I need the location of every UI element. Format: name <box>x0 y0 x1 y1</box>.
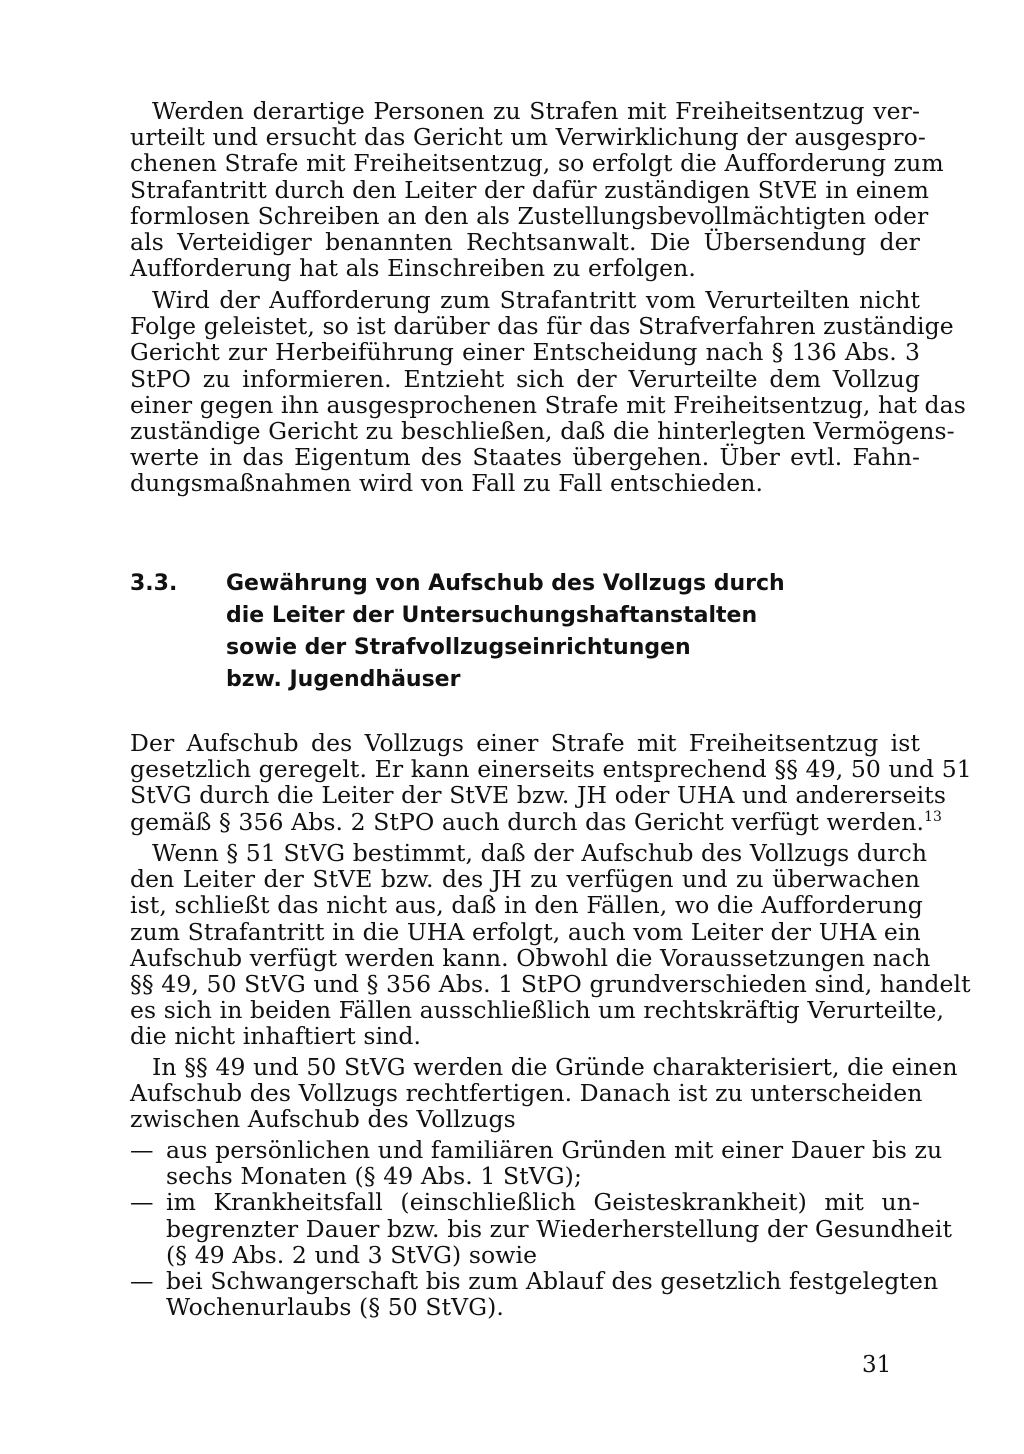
list-item <box>130 1136 943 1191</box>
text-line: StPO zu informieren. Entzieht sich der Verurteilte dem Vollzug <box>130 364 920 393</box>
text-line: (§ 49 Abs. 2 und 3 StVG) sowie <box>166 1240 538 1269</box>
list-item <box>130 1267 939 1322</box>
text-line: chenen Strafe mit Freiheitsentzug, so erfolgt die Aufforderung zum <box>130 149 944 178</box>
section-title-line: die Leiter der Untersuchungshaftanstalten <box>226 603 758 628</box>
text-line: formlosen Schreiben an den als Zustellungsbevollmächtigten oder <box>130 201 929 230</box>
text-line: Der Aufschub des Vollzugs einer Strafe mit Freiheitsentzug ist <box>130 729 920 757</box>
text-line: einer gegen ihn ausgesprochenen Strafe mit Freiheitsentzug, hat das <box>130 390 966 419</box>
text-line: es sich in beiden Fällen ausschließlich um rechtskräftig Verurteilte, <box>130 996 945 1025</box>
text-line: als Verteidiger benannten Rechtsanwalt. Die Übersendung der <box>130 228 920 257</box>
dash-list <box>130 1136 953 1322</box>
text-line: zuständige Gericht zu beschließen, daß die hinterlegten Vermögens- <box>130 417 955 446</box>
text-line: aus persönlichen und familiären Gründen mit einer Dauer bis zu <box>166 1136 943 1164</box>
text-line: §§ 49, 50 StVG und § 356 Abs. 1 StPO grundverschieden sind, handelt <box>130 970 971 999</box>
text-line: im Krankheitsfall (einschließlich Geisteskrankheit) mit un- <box>166 1188 920 1217</box>
text-line: sechs Monaten (§ 49 Abs. 1 StVG); <box>166 1162 582 1191</box>
text-line: bei Schwangerschaft bis zum Ablauf des gesetzlich festgelegten <box>166 1267 939 1296</box>
section-title-line: Gewährung von Aufschub des Vollzugs durch <box>226 571 785 596</box>
footnote-ref[interactable]: 13 <box>924 808 943 825</box>
text-line: Aufforderung hat als Einschreiben zu erfolgen. <box>130 254 696 283</box>
text-line: zum Strafantritt in die UHA erfolgt, auch vom Leiter der UHA ein <box>130 917 921 946</box>
text-line: die nicht inhaftiert sind. <box>130 1022 422 1051</box>
text-line: Gericht zur Herbeiführung einer Entscheidung nach § 136 Abs. 3 <box>130 338 920 367</box>
text-line-content: gemäß § 356 Abs. 2 StPO auch durch das Gericht verfügt werden. <box>130 807 925 836</box>
text-line: den Leiter der StVE bzw. des JH zu verfügen und zu überwachen <box>130 865 920 894</box>
dash-bullet: — <box>130 1136 154 1164</box>
text-line: werte in das Eigentum des Staates übergehen. Über evtl. Fahn- <box>130 443 920 472</box>
paragraph-5 <box>130 1053 958 1134</box>
text-line: Folge geleistet, so ist darüber das für das Strafverfahren zuständige <box>130 312 954 341</box>
text-line: Werden derartige Personen zu Strafen mit Freiheitsentzug ver- <box>152 97 920 125</box>
text-line: Aufschub verfügt werden kann. Obwohl die Voraussetzungen nach <box>130 943 931 972</box>
text-line: StVG durch die Leiter der StVE bzw. JH oder UHA und andererseits <box>130 781 947 810</box>
text-line: Aufschub des Vollzugs rechtfertigen. Danach ist zu unterscheiden <box>130 1079 923 1108</box>
section-number: 3.3. <box>130 571 178 596</box>
section-title <box>226 568 846 696</box>
paragraph-3 <box>130 729 972 836</box>
list-item <box>130 1188 953 1269</box>
page-number: 31 <box>862 1352 892 1378</box>
text-line: dungsmaßnahmen wird von Fall zu Fall entschieden. <box>130 469 764 498</box>
text-line: Wochenurlaubs (§ 50 StVG). <box>166 1293 504 1322</box>
section-title-line: sowie der Strafvollzugseinrichtungen <box>226 635 691 660</box>
text-line: ist, schließt das nicht aus, daß in den Fällen, wo die Aufforderung <box>130 891 923 920</box>
text-line: begrenzter Dauer bzw. bis zur Wiederherstellung der Gesundheit <box>166 1214 953 1243</box>
paragraph-4 <box>130 839 971 1051</box>
text-line: In §§ 49 und 50 StVG werden die Gründe charakterisiert, die einen <box>152 1053 958 1081</box>
text-line: Strafantritt durch den Leiter der dafür zuständigen StVE in einem <box>130 175 930 204</box>
text-line: zwischen Aufschub des Vollzugs <box>130 1105 516 1134</box>
text-line <box>130 807 943 836</box>
text-line: Wenn § 51 StVG bestimmt, daß der Aufschub des Vollzugs durch <box>152 839 928 867</box>
dash-bullet: — <box>130 1188 154 1217</box>
text-line: Wird der Aufforderung zum Strafantritt vom Verurteilten nicht <box>152 286 920 314</box>
text-line: gesetzlich geregelt. Er kann einerseits entsprechend §§ 49, 50 und 51 <box>130 755 972 784</box>
section-title-line: bzw. Jugendhäuser <box>226 667 461 692</box>
dash-bullet: — <box>130 1267 154 1296</box>
paragraph-1 <box>130 97 944 283</box>
text-line: urteilt und ersucht das Gericht um Verwirklichung der ausgespro- <box>130 123 926 152</box>
paragraph-2 <box>130 286 966 498</box>
